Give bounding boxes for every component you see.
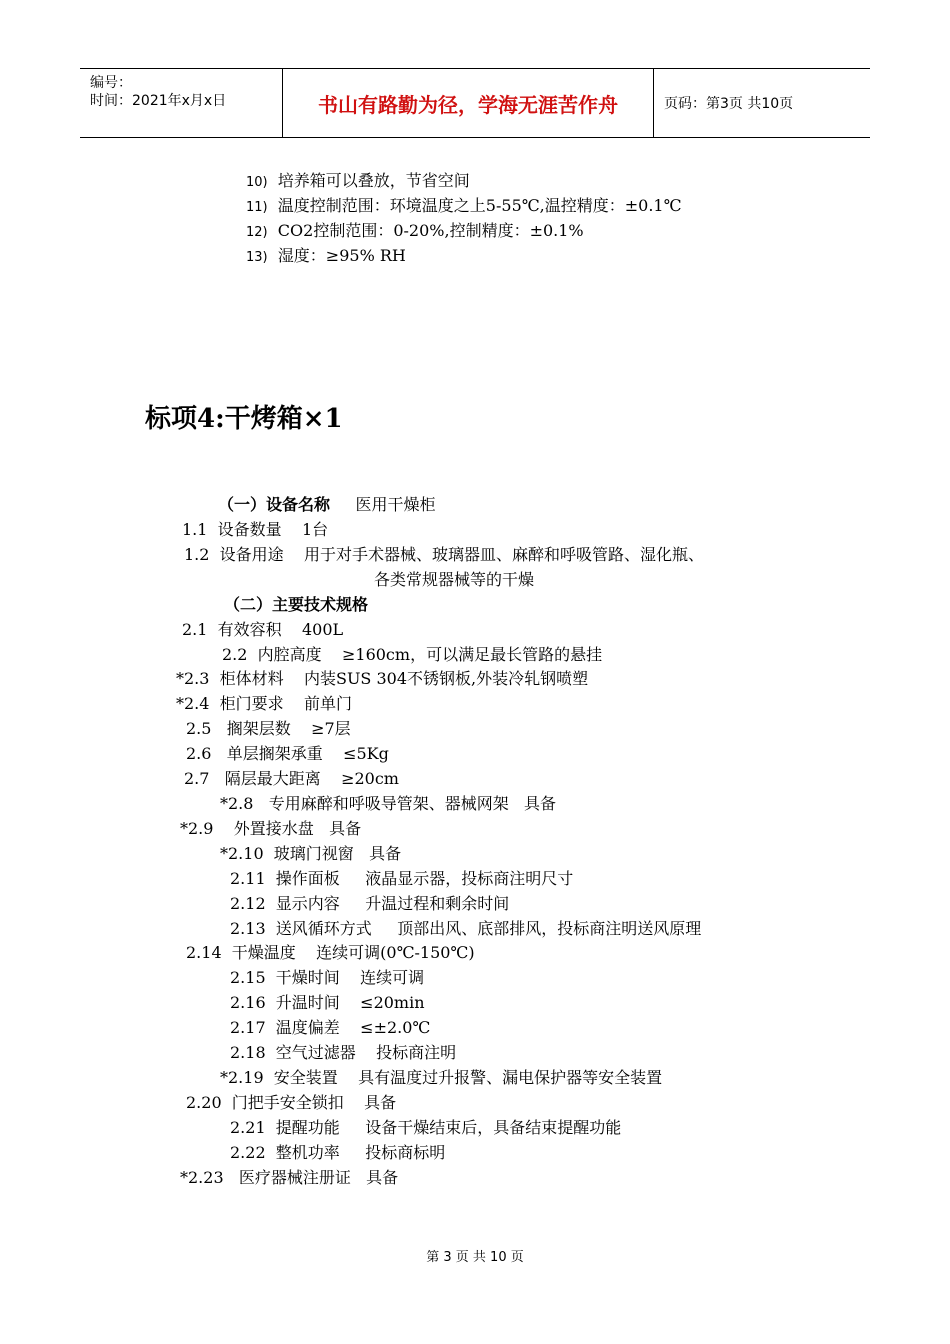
spec-text: CO2控制范围：0-20%,控制精度：±0.1%	[277, 221, 584, 240]
spec-item	[230, 968, 424, 988]
spec-text: *2.9	[180, 819, 214, 838]
spec-text: 升温时间	[275, 993, 340, 1012]
spec-text: 投标商标明	[365, 1143, 446, 1162]
spec-text: 1台	[301, 520, 329, 539]
spec-item-continued	[374, 570, 534, 590]
spec-text: 2.2	[222, 645, 248, 664]
spec-text: 连续可调	[360, 968, 425, 987]
spec-item	[220, 844, 401, 864]
spec-text: 培养箱可以叠放，节省空间	[277, 171, 470, 190]
spec-text: 柜门要求	[219, 694, 284, 713]
spec-text: 整机功率	[275, 1143, 340, 1162]
spec-text: 外置接水盘	[233, 819, 314, 838]
spec-text: ≤5Kg	[343, 744, 389, 763]
spec-text: 干燥时间	[275, 968, 340, 987]
spec-text: 前单门	[303, 694, 352, 713]
spec-text: 具有温度过升报警、漏电保护器等安全装置	[358, 1068, 663, 1087]
spec-text: 400L	[301, 620, 344, 639]
spec-text: 温度控制范围：环境温度之上5-55℃,温控精度：±0.1℃	[277, 196, 682, 215]
spec-text: 设备数量	[217, 520, 282, 539]
spec-text: 1.1	[182, 520, 208, 539]
spec-text: 2.20	[186, 1093, 222, 1112]
spec-text: 2.1	[182, 620, 208, 639]
spec-text: 柜体材料	[219, 669, 284, 688]
spec-text: 温度偏差	[275, 1018, 340, 1037]
spec-text: 湿度：≥95% RH	[277, 246, 406, 265]
spec-text: 2.6	[186, 744, 212, 763]
spec-text: 11)	[246, 200, 268, 215]
spec-text: 单层搁架承重	[226, 744, 323, 763]
number-label: 编号：	[90, 75, 132, 91]
spec-text: 门把手安全锁扣	[231, 1093, 344, 1112]
spec-text: 安全装置	[273, 1068, 338, 1087]
spec-text: 玻璃门视窗	[273, 844, 354, 863]
spec-text: ≥160cm，可以满足最长管路的悬挂	[341, 645, 603, 664]
spec-item	[230, 919, 701, 939]
spec-text: 搁架层数	[226, 719, 291, 738]
spec-item	[186, 943, 475, 963]
spec-text: 具备	[369, 844, 402, 863]
spec-text: 2.16	[230, 993, 266, 1012]
spec-text: 顶部出风、底部排风，投标商注明送风原理	[397, 919, 702, 938]
list-item	[246, 196, 681, 218]
spec-text: 具备	[329, 819, 362, 838]
spec-text: 2.18	[230, 1043, 266, 1062]
spec-text: 隔层最大距离	[224, 769, 321, 788]
spec-text: 内装SUS 304不锈钢板,外装冷轧钢喷塑	[303, 669, 589, 688]
time-label: 时间：2021年x月x日	[90, 93, 227, 109]
spec-text: 2.13	[230, 919, 266, 938]
header-meta	[80, 69, 283, 137]
spec-text: （二）主要技术规格	[224, 595, 369, 614]
spec-text: 2.22	[230, 1143, 266, 1162]
spec-text: 2.14	[186, 943, 222, 962]
spec-text: 2.5	[186, 719, 212, 738]
spec-text: 具备	[366, 1168, 399, 1187]
spec-text: 具备	[364, 1093, 397, 1112]
spec-text: 医疗器械注册证	[238, 1168, 351, 1187]
spec-text: *2.4	[176, 694, 210, 713]
spec-text: 10)	[246, 175, 268, 190]
spec-text: （一）设备名称	[218, 495, 331, 514]
spec-text: 2.17	[230, 1018, 266, 1037]
spec-item	[180, 1168, 398, 1188]
spec-text: 2.11	[230, 869, 266, 888]
spec-text: 干燥温度	[231, 943, 296, 962]
spec-item	[230, 1143, 445, 1163]
spec-text: 设备干燥结束后，具备结束提醒功能	[365, 1118, 622, 1137]
spec-item	[230, 869, 573, 889]
spec-text: ≥20cm	[341, 769, 399, 788]
spec-text: 有效容积	[217, 620, 282, 639]
spec-item	[230, 1018, 430, 1038]
spec-item	[176, 669, 588, 689]
section-title: 标项4:干烤箱×1	[145, 404, 343, 434]
spec-item	[222, 645, 602, 665]
spec-text: 13)	[246, 250, 268, 265]
spec-text: *2.23	[180, 1168, 224, 1187]
spec-text: *2.8	[220, 794, 254, 813]
spec-text: 连续可调(0℃-150℃)	[316, 943, 475, 962]
spec-text: 操作面板	[275, 869, 340, 888]
spec-text: 医用干燥柜	[355, 495, 436, 514]
header-motto-cell	[283, 69, 654, 137]
spec-text: 2.15	[230, 968, 266, 987]
spec-text: 提醒功能	[275, 1118, 340, 1137]
header-page-info: 页码：第3页 共10页	[664, 96, 794, 112]
spec-item	[230, 894, 509, 914]
spec-item	[182, 620, 343, 640]
spec-text: 升温过程和剩余时间	[365, 894, 510, 913]
spec-item	[230, 993, 425, 1013]
spec-item	[176, 694, 352, 714]
spec-item	[184, 769, 399, 789]
spec-item	[184, 545, 704, 565]
spec-text: *2.19	[220, 1068, 264, 1087]
spec-text: 内腔高度	[257, 645, 322, 664]
spec-text: ≤20min	[360, 993, 425, 1012]
list-item	[246, 171, 470, 193]
spec-text: 显示内容	[275, 894, 340, 913]
spec-item	[186, 744, 389, 764]
motto: 书山有路勤为径，学海无涯苦作舟	[318, 92, 618, 117]
spec-text: 1.2	[184, 545, 210, 564]
list-item	[246, 246, 406, 268]
spec-item	[180, 819, 361, 839]
spec-text: 用于对手术器械、玻璃器皿、麻醉和呼吸管路、湿化瓶、	[303, 545, 704, 564]
spec-text: 专用麻醉和呼吸导管架、器械网架	[268, 794, 509, 813]
spec-item	[230, 1043, 456, 1063]
spec-text: 2.21	[230, 1118, 266, 1137]
spec-item	[230, 1118, 621, 1138]
spec-text: 设备用途	[219, 545, 284, 564]
page-footer: 第 3 页 共 10 页	[426, 1250, 524, 1265]
device-heading	[218, 495, 435, 515]
spec-text: 具备	[524, 794, 557, 813]
specs-heading	[224, 595, 368, 615]
spec-item	[182, 520, 328, 540]
spec-text: 2.7	[184, 769, 210, 788]
spec-text: 液晶显示器，投标商注明尺寸	[365, 869, 574, 888]
spec-item	[220, 794, 556, 814]
spec-text: 投标商注明	[376, 1043, 457, 1062]
spec-text: 12)	[246, 225, 268, 240]
spec-text: 空气过滤器	[275, 1043, 356, 1062]
spec-item	[186, 1093, 396, 1113]
page-header	[80, 68, 870, 138]
spec-item	[220, 1068, 662, 1088]
spec-text: 送风循环方式	[275, 919, 372, 938]
spec-text: ≥7层	[311, 719, 351, 738]
spec-text: *2.10	[220, 844, 264, 863]
spec-text: 各类常规器械等的干燥	[374, 570, 535, 589]
spec-text: *2.3	[176, 669, 210, 688]
spec-text: ≤±2.0℃	[360, 1018, 431, 1037]
spec-item	[186, 719, 351, 739]
list-item	[246, 221, 584, 243]
spec-text: 2.12	[230, 894, 266, 913]
